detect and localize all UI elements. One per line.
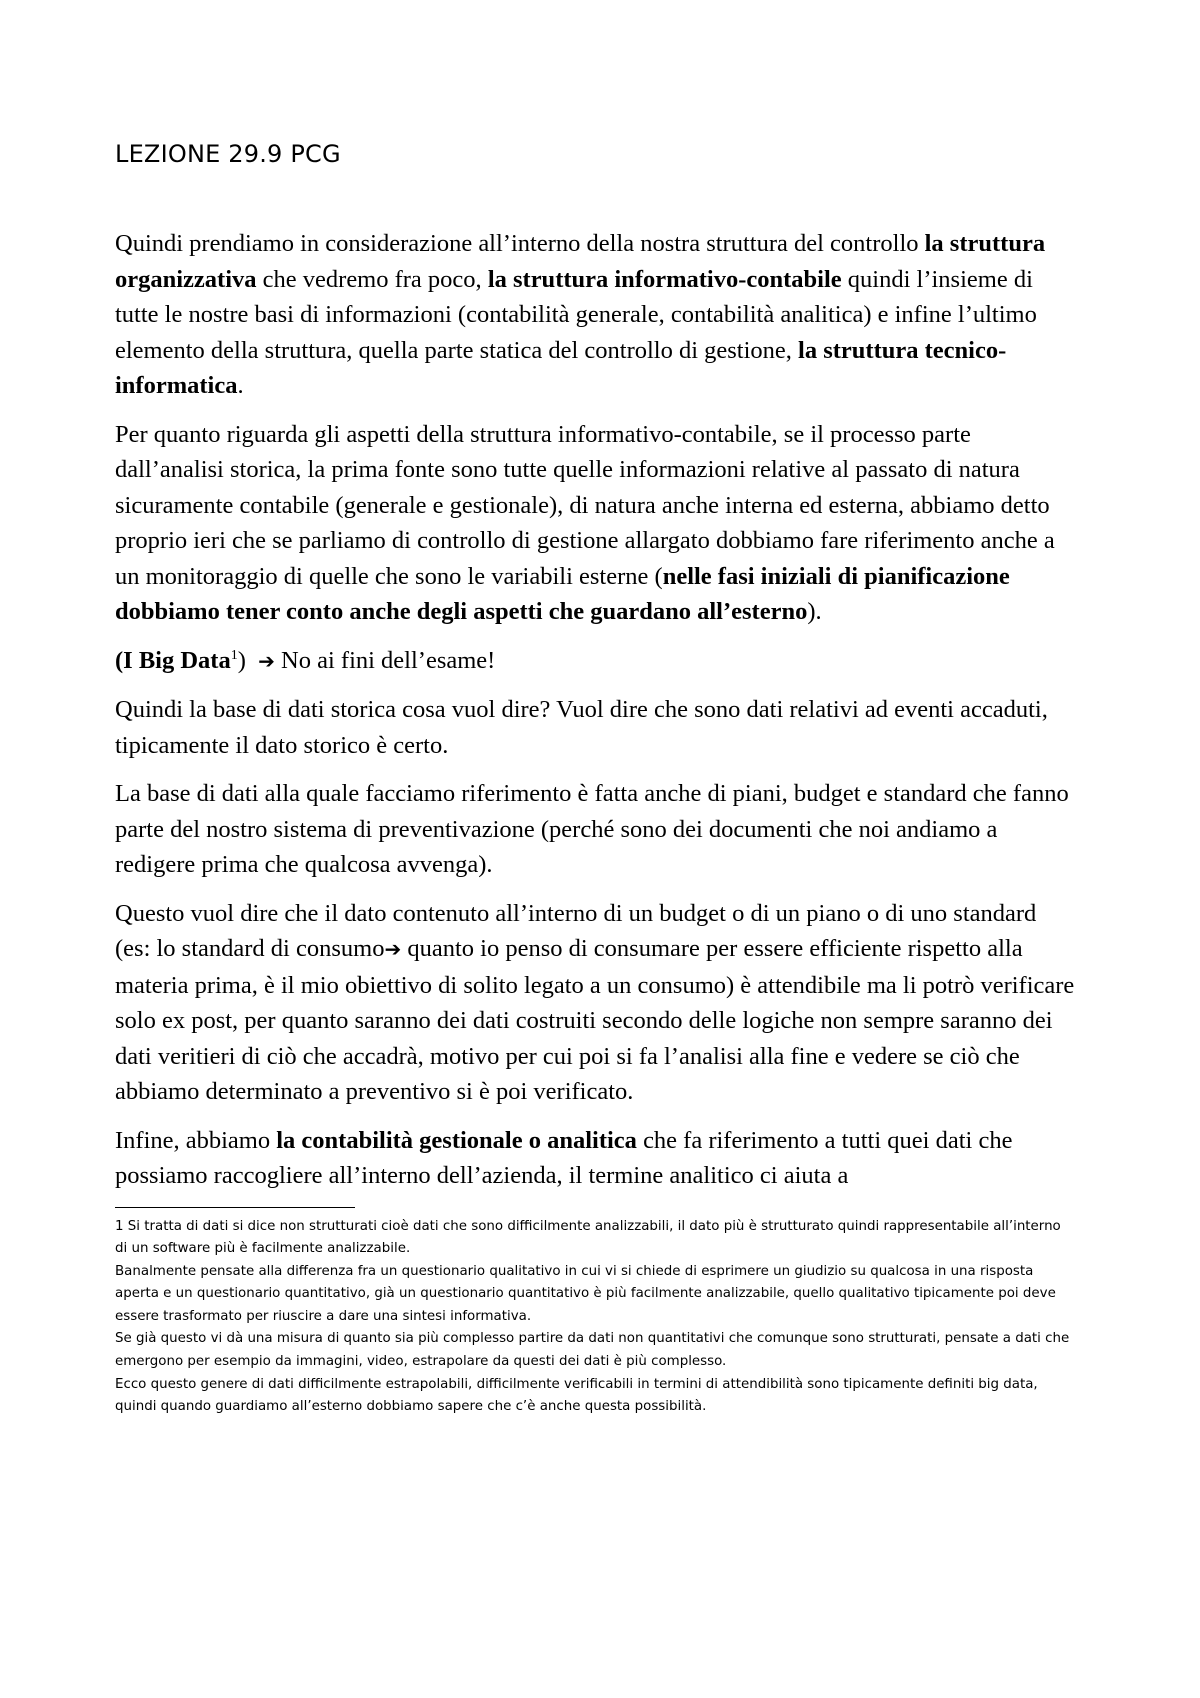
text-run: Per quanto riguarda gli aspetti della struttura informativo-contabile, se il processo parte dall’analisi storica, la prima fonte sono tutte quelle informazioni relative al passato di natura sicuramente contabile (generale e gestionale), di natura anche interna ed esterna, abbiamo detto proprio ieri che se parliamo di controllo di gestione allargato dobbiamo fare riferimento anche a un monitoraggio di quelle che sono le variabili esterne (: [115, 420, 1055, 590]
footnote-separator: [115, 1207, 355, 1208]
paragraph-strutture: [115, 226, 1075, 404]
footnote: [115, 1216, 1075, 1419]
bold-run: la contabilità gestionale o analitica: [276, 1126, 637, 1154]
bold-run: I Big Data: [123, 646, 231, 674]
paragraph-piani-budget: La base di dati alla quale facciamo riferimento è fatta anche di piani, budget e standard che fanno parte del nostro sistema di preventivazione (perché sono dei documenti che noi andiamo a redigere prima che qualcosa avvenga).: [115, 780, 1069, 878]
paragraph-base-dati-storica: Quindi la base di dati storica cosa vuol dire? Vuol dire che sono dati relativi ad eventi accaduti, tipicamente il dato storico è certo.: [115, 696, 1048, 759]
text-run: .: [237, 372, 244, 399]
bold-run: la struttura tecnico-informatica: [115, 336, 1007, 399]
text-run: Infine, abbiamo: [115, 1126, 277, 1154]
text-run: Questo vuol dire che il dato contenuto all’interno di un budget o di un piano o di uno standard (es: lo standard di consumo: [115, 899, 1037, 962]
text-run: che vedremo fra poco,: [256, 265, 488, 293]
footnote-line: Se già questo vi dà una misura di quanto sia più complesso partire da dati non quantitativi che comunque sono strutturati, pensate a dati che emergono per esempio da immagini, video, estrapolare da questi dei dati è più complesso.: [115, 1331, 1070, 1370]
paragraph-budget-standard: [115, 896, 1075, 1110]
text-run: ).: [807, 598, 822, 625]
text-run: che fa riferimento a tutti quei dati che possiamo raccogliere all’interno dell’azienda, il termine analitico ci aiuta a: [115, 1126, 1013, 1189]
footnote-line: Ecco questo genere di dati difficilmente estrapolabili, difficilmente verificabili in termini di attendibilità sono tipicamente definiti big data, quindi quando guardiamo all’esterno dobbiamo sapere che c’è anche questa possibilità.: [115, 1376, 1038, 1415]
text-run: Quindi prendiamo in considerazione all’interno della nostra struttura del controllo: [115, 230, 925, 257]
bold-run: la struttura informativo-contabile: [487, 265, 842, 293]
paragraph-big-data: [115, 643, 1075, 680]
text-run: quanto io penso di consumare per essere efficiente rispetto alla materia prima, è il mio obiettivo di solito legato a un consumo) è attendibile ma li potrò verificare solo ex post, per quanto saranno dei dati costruiti secondo delle logiche non sempre saranno dei dati veritieri di ciò che accadrà, motivo per cui poi si fa l’analisi alla fine e vedere se ciò che abbiamo determinato a preventivo si è poi verificato.: [115, 935, 1075, 1105]
bold-run: la struttura organizzativa: [115, 230, 1046, 293]
paragraph-informativo-contabile: [115, 417, 1075, 630]
text-run: quindi l’insieme di tutte le nostre basi di informazioni (contabilità generale, contabilità analitica) e infine l’ultimo elemento della struttura, quella parte statica del controllo di gestione,: [115, 265, 1037, 364]
paragraph-contabilita-analitica: [115, 1123, 1075, 1194]
text-run: ): [237, 646, 246, 674]
bold-run: (: [115, 646, 124, 674]
arrow-right-icon: ➔: [384, 937, 402, 961]
arrow-right-icon: ➔: [258, 648, 275, 673]
footnote-ref[interactable]: 1: [230, 647, 238, 663]
page-title: LEZIONE 29.9 PCG: [115, 140, 341, 168]
footnote-line: Banalmente pensate alla differenza fra un questionario qualitativo in cui vi si chiede di esprimere un giudizio su qualcosa in una risposta aperta e un questionario quantitativo, già un questionario quantitativo è più facilmente analizzabile, quello qualitativo tipicamente poi deve essere trasformato per riuscire a dare una sintesi informativa.: [115, 1263, 1056, 1324]
bold-run: nelle fasi iniziali di pianificazione dobbiamo tener conto anche degli aspetti che guardano all’esterno: [115, 562, 1010, 625]
text-run: No ai fini dell’esame!: [274, 646, 496, 674]
footnote-line: 1 Si tratta di dati si dice non strutturati cioè dati che sono difficilmente analizzabili, il dato più è strutturato quindi rappresentabile all’interno di un software più è facilmente analizzabile.: [115, 1218, 1061, 1257]
